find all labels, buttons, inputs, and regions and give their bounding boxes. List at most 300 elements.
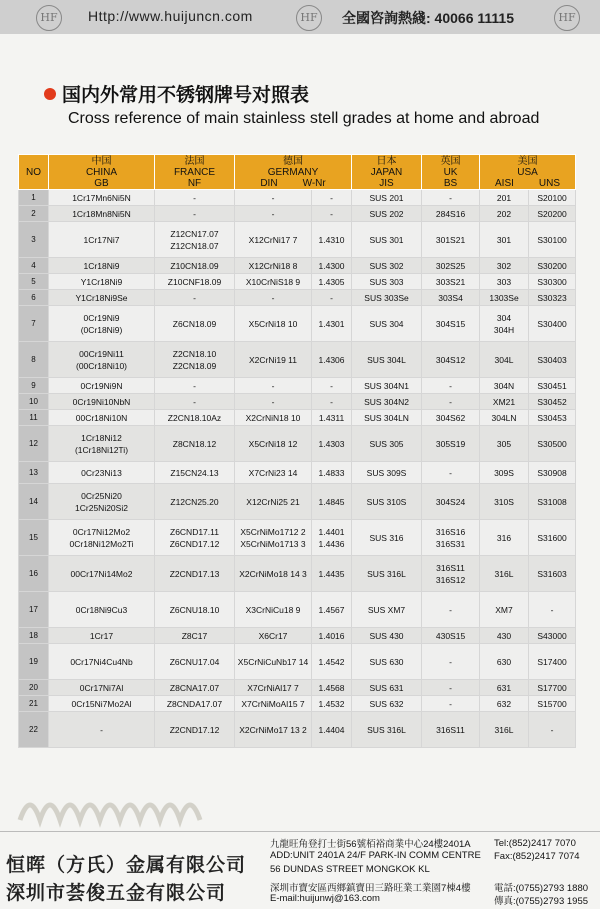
cell-bs-grade <box>422 696 480 712</box>
cell-line: 1.4833 <box>318 467 345 478</box>
cell-line: 316S16 <box>435 526 466 537</box>
cell-line: Z8CNDA17.07 <box>166 698 223 709</box>
cell-wnr-number <box>312 520 352 556</box>
cell-line: 430 <box>496 630 512 641</box>
cell-aisi-grade <box>480 206 529 222</box>
cell-line: S31600 <box>537 532 567 543</box>
cell-nf-grade <box>155 378 235 394</box>
cell-line: - <box>330 192 333 203</box>
cell-line: 1Cr17 <box>89 630 114 641</box>
cell-line: 1.4542 <box>318 656 345 667</box>
row-number: 7 <box>19 306 49 342</box>
cell-uns-number <box>529 222 576 258</box>
cell-jis-grade <box>352 274 422 290</box>
cell-aisi-grade <box>480 394 529 410</box>
cell-line: Z6CN18.09 <box>172 318 217 329</box>
cell-line: Z10CNF18.09 <box>167 276 222 287</box>
cell-aisi-grade <box>480 258 529 274</box>
cell-gb-grade <box>49 628 155 644</box>
cell-line: 1Cr17Mn6Ni5N <box>72 192 131 203</box>
cell-aisi-grade <box>480 306 529 342</box>
cell-nf-grade <box>155 342 235 378</box>
cell-line: 301S21 <box>435 234 466 245</box>
cell-line: - <box>449 380 452 391</box>
cell-uns-number <box>529 378 576 394</box>
cell-wnr-number <box>312 206 352 222</box>
cell-line: S30500 <box>537 438 567 449</box>
cell-bs-grade <box>422 410 480 426</box>
row-number: 20 <box>19 680 49 696</box>
cell-jis-grade <box>352 190 422 206</box>
cell-jis-grade <box>352 644 422 680</box>
table-row <box>19 378 576 394</box>
cell-line: Y1Cr18Ni9Se <box>75 292 128 303</box>
cell-line: SUS 303Se <box>364 292 409 303</box>
cell-line: 304S12 <box>435 354 466 365</box>
cell-line: - <box>330 380 333 391</box>
cell-line: S17700 <box>537 682 567 693</box>
cell-nf-grade <box>155 644 235 680</box>
cell-wnr-number <box>312 378 352 394</box>
cell-bs-grade <box>422 556 480 592</box>
row-number: 6 <box>19 290 49 306</box>
cell-nf-grade <box>155 258 235 274</box>
cell-line: SUS 304 <box>369 318 404 329</box>
website-url[interactable]: Http://www.huijuncn.com <box>88 8 253 24</box>
cell-line: Z12CN18.07 <box>170 240 219 251</box>
cell-wnr-number <box>312 258 352 274</box>
cell-bs-grade <box>422 258 480 274</box>
cell-din-grade <box>235 410 312 426</box>
cell-din-grade <box>235 592 312 628</box>
cell-line: 430S15 <box>435 630 466 641</box>
cell-line: SUS 316L <box>367 568 406 579</box>
cell-line: - <box>449 467 452 478</box>
cell-line: 1.4311 <box>318 412 345 423</box>
cell-line: Z10CN18.09 <box>170 260 219 271</box>
cell-line: 309S <box>494 467 514 478</box>
table-row <box>19 426 576 462</box>
cell-line: S31603 <box>537 568 567 579</box>
cell-line: - <box>449 604 452 615</box>
table-row <box>19 306 576 342</box>
cell-wnr-number <box>312 680 352 696</box>
cell-bs-grade <box>422 394 480 410</box>
fax-sz: 傳真:(0755)2793 1955 <box>494 896 589 907</box>
cell-wnr-number <box>312 644 352 680</box>
cell-line: 304S15 <box>435 318 466 329</box>
cell-line: SUS 630 <box>369 656 404 667</box>
row-number: 13 <box>19 462 49 484</box>
cell-wnr-number <box>312 222 352 258</box>
cell-din-grade <box>235 520 312 556</box>
company-name-hk: 恒晖（方氏）金属有限公司 <box>6 854 247 876</box>
cell-din-grade <box>235 342 312 378</box>
cell-line: SUS 304LN <box>364 412 409 423</box>
table-row <box>19 274 576 290</box>
page-title-en: Cross reference of main stainless stell grades at home and abroad <box>68 110 540 127</box>
cell-line: SUS 202 <box>369 208 404 219</box>
cell-line: X5CrNiCuNb17 14 <box>237 656 309 667</box>
cell-gb-grade <box>49 696 155 712</box>
table-row <box>19 644 576 680</box>
cell-line: 1Cr18Mn8Ni5N <box>72 208 131 219</box>
cell-line: 0Cr18Ni12Mo2Ti <box>69 538 134 549</box>
cell-line: - <box>271 396 275 407</box>
cell-aisi-grade <box>480 222 529 258</box>
col-header-uk: 英国 UK BS <box>422 155 480 190</box>
cell-line: Z15CN24.13 <box>170 467 219 478</box>
row-number: 14 <box>19 484 49 520</box>
cell-jis-grade <box>352 290 422 306</box>
cell-line: S30400 <box>537 318 567 329</box>
cell-wnr-number <box>312 426 352 462</box>
cell-din-grade <box>235 644 312 680</box>
cell-line: S30403 <box>537 354 567 365</box>
cell-bs-grade <box>422 378 480 394</box>
cell-line: 1.4436 <box>318 538 345 549</box>
cell-line: Z6CND17.11 <box>170 526 219 537</box>
cell-bs-grade <box>422 592 480 628</box>
cell-gb-grade <box>49 394 155 410</box>
cell-line: X12CrNi17 7 <box>248 234 298 245</box>
cell-line: - <box>449 682 452 693</box>
cell-line: 305 <box>496 438 512 449</box>
col-header-germany: 德国 GERMANY DIN W-Nr <box>235 155 352 190</box>
cell-line: - <box>271 380 275 391</box>
cell-line: 1.4303 <box>318 438 345 449</box>
cell-bs-grade <box>422 306 480 342</box>
cell-line: X2CrNiMo18 14 3 <box>239 568 307 579</box>
cell-din-grade <box>235 274 312 290</box>
cell-line: 0Cr18Ni9Cu3 <box>75 604 128 615</box>
cell-line: 0Cr23Ni13 <box>81 467 122 478</box>
table-row <box>19 290 576 306</box>
cell-gb-grade <box>49 520 155 556</box>
cell-line: 310S <box>494 496 514 507</box>
cell-line: Z2CND17.13 <box>169 568 220 579</box>
cell-jis-grade <box>352 696 422 712</box>
cell-aisi-grade <box>480 378 529 394</box>
cell-din-grade <box>235 462 312 484</box>
cell-nf-grade <box>155 696 235 712</box>
cell-line: SUS 309S <box>366 467 407 478</box>
cell-line: X2CrNiN18 10 <box>245 412 301 423</box>
cell-line: - <box>449 396 452 407</box>
cell-wnr-number <box>312 712 352 748</box>
cell-line: 316S11 <box>436 724 465 735</box>
footer-divider <box>0 831 600 832</box>
row-number: 9 <box>19 378 49 394</box>
cell-nf-grade <box>155 190 235 206</box>
cell-gb-grade <box>49 556 155 592</box>
cell-wnr-number <box>312 190 352 206</box>
cell-line: S31008 <box>537 496 567 507</box>
cell-jis-grade <box>352 712 422 748</box>
cell-line: S30453 <box>537 412 567 423</box>
cell-wnr-number <box>312 592 352 628</box>
cell-line: SUS 304N1 <box>364 380 409 391</box>
cell-jis-grade <box>352 258 422 274</box>
row-number: 1 <box>19 190 49 206</box>
cell-din-grade <box>235 712 312 748</box>
cell-bs-grade <box>422 222 480 258</box>
cell-line: (0Cr18Ni9) <box>80 324 123 335</box>
cell-line: S30300 <box>537 276 567 287</box>
cell-line: SUS 301 <box>369 234 404 245</box>
cell-nf-grade <box>155 712 235 748</box>
cell-uns-number <box>529 274 576 290</box>
table-row <box>19 410 576 426</box>
cell-line: 316 <box>496 532 512 543</box>
cell-jis-grade <box>352 410 422 426</box>
cell-line: 0Cr17Ni4Cu4Nb <box>70 656 133 667</box>
bullet-dot-icon <box>44 88 56 100</box>
cell-gb-grade <box>49 342 155 378</box>
cell-line: S30451 <box>537 380 567 391</box>
cell-jis-grade <box>352 426 422 462</box>
cell-line: 304L <box>494 354 514 365</box>
cell-line: 632 <box>496 698 512 709</box>
col-header-japan: 日本 JAPAN JIS <box>352 155 422 190</box>
cell-gb-grade <box>49 644 155 680</box>
cell-line: 0Cr17Ni12Mo2 <box>72 526 131 537</box>
cell-line: X7CrNiAl17 7 <box>247 682 299 693</box>
cell-line: 1.4306 <box>318 354 345 365</box>
cell-aisi-grade <box>480 426 529 462</box>
cell-line: 1.4404 <box>318 724 345 735</box>
cell-nf-grade <box>155 306 235 342</box>
cell-jis-grade <box>352 556 422 592</box>
cell-line: 1Cr17Ni7 <box>83 234 120 245</box>
cell-line: 302 <box>496 260 512 271</box>
cell-line: 1.4300 <box>318 260 345 271</box>
cell-uns-number <box>529 520 576 556</box>
stainless-grade-table <box>18 154 576 748</box>
cell-line: 1Cr18Ni9 <box>83 260 120 271</box>
cell-din-grade <box>235 190 312 206</box>
table-header-row <box>19 155 576 190</box>
table-row <box>19 712 576 748</box>
cell-line: 1303Se <box>489 292 519 303</box>
cell-bs-grade <box>422 520 480 556</box>
cell-line: - <box>449 192 452 203</box>
cell-line: Z2CN18.10 <box>172 348 217 359</box>
table-body <box>19 190 576 748</box>
cell-line: 1.4401 <box>318 526 345 537</box>
table-row <box>19 556 576 592</box>
cell-bs-grade <box>422 644 480 680</box>
cell-aisi-grade <box>480 696 529 712</box>
cell-wnr-number <box>312 306 352 342</box>
cell-din-grade <box>235 484 312 520</box>
cell-din-grade <box>235 306 312 342</box>
row-number: 19 <box>19 644 49 680</box>
cell-line: Z6CND17.12 <box>169 538 220 549</box>
cell-aisi-grade <box>480 462 529 484</box>
cell-din-grade <box>235 222 312 258</box>
cell-line: Z2CND17.12 <box>169 724 220 735</box>
cell-wnr-number <box>312 274 352 290</box>
cell-line: - <box>330 396 333 407</box>
cell-gb-grade <box>49 290 155 306</box>
col-header-france: 法国 FRANCE NF <box>155 155 235 190</box>
cell-line: SUS 631 <box>369 682 404 693</box>
cell-uns-number <box>529 206 576 222</box>
cell-line: Z8C17 <box>181 630 208 641</box>
cell-line: S30323 <box>537 292 567 303</box>
cell-line: 302S25 <box>435 260 466 271</box>
cell-line: SUS 316 <box>369 532 404 543</box>
row-number: 8 <box>19 342 49 378</box>
cell-line: S20200 <box>537 208 567 219</box>
cell-line: S15700 <box>537 698 567 709</box>
cell-nf-grade <box>155 394 235 410</box>
cell-line: S30452 <box>537 396 567 407</box>
cell-din-grade <box>235 206 312 222</box>
cell-line: 316S12 <box>435 574 466 585</box>
cell-line: 00Cr17Ni14Mo2 <box>70 568 133 579</box>
cell-line: 1.4567 <box>318 604 345 615</box>
cell-aisi-grade <box>480 644 529 680</box>
cell-uns-number <box>529 680 576 696</box>
cell-jis-grade <box>352 206 422 222</box>
cell-wnr-number <box>312 484 352 520</box>
cell-nf-grade <box>155 680 235 696</box>
cell-aisi-grade <box>480 592 529 628</box>
cell-line: SUS 302 <box>369 260 404 271</box>
cell-line: - <box>193 292 196 303</box>
cell-din-grade <box>235 628 312 644</box>
cell-line: - <box>449 656 452 667</box>
cell-line: Z6CNU18.10 <box>169 604 220 615</box>
cell-line: 304N <box>493 380 515 391</box>
cell-line: Z8CN18.12 <box>172 438 217 449</box>
cell-line: Z6CNU17.04 <box>169 656 220 667</box>
cell-din-grade <box>235 290 312 306</box>
cell-line: 316S11 <box>436 562 465 573</box>
cell-gb-grade <box>49 378 155 394</box>
row-number: 11 <box>19 410 49 426</box>
cell-line: 301 <box>496 234 512 245</box>
cell-bs-grade <box>422 206 480 222</box>
cell-line: 304 <box>496 312 512 323</box>
cell-din-grade <box>235 378 312 394</box>
cell-line: SUS XM7 <box>367 604 406 615</box>
hotline-number: 全國咨詢熱綫: 40066 11115 <box>342 10 514 26</box>
cell-aisi-grade <box>480 556 529 592</box>
cell-line: 0Cr19Ni10NbN <box>72 396 131 407</box>
cell-line: X7CrNiMoAl15 7 <box>241 698 305 709</box>
cell-wnr-number <box>312 628 352 644</box>
cell-bs-grade <box>422 342 480 378</box>
cell-line: 00Cr18Ni10N <box>75 412 128 423</box>
table-row <box>19 592 576 628</box>
cell-aisi-grade <box>480 410 529 426</box>
cell-line: S30200 <box>537 260 567 271</box>
cell-gb-grade <box>49 592 155 628</box>
cell-line: - <box>193 396 196 407</box>
col-header-usa: 美国 USA AISI UNS <box>480 155 576 190</box>
cell-line: 1.4532 <box>318 698 345 709</box>
cell-uns-number <box>529 290 576 306</box>
cell-uns-number <box>529 306 576 342</box>
company-logo-middle: HF <box>296 5 322 31</box>
cell-gb-grade <box>49 258 155 274</box>
cell-wnr-number <box>312 410 352 426</box>
cell-line: - <box>193 208 196 219</box>
row-number: 18 <box>19 628 49 644</box>
cell-gb-grade <box>49 190 155 206</box>
cell-line: 00Cr19Ni11 <box>79 348 124 359</box>
cell-line: X12CrNi25 21 <box>246 496 300 507</box>
cell-line: 316S31 <box>435 538 466 549</box>
cell-jis-grade <box>352 628 422 644</box>
cell-gb-grade <box>49 274 155 290</box>
cell-nf-grade <box>155 290 235 306</box>
cell-line: X3CrNiCu18 9 <box>245 604 301 615</box>
table-row <box>19 190 576 206</box>
cell-line: - <box>550 724 554 735</box>
col-header-china: 中国 CHINA GB <box>49 155 155 190</box>
cell-jis-grade <box>352 484 422 520</box>
cell-line: 304H <box>493 324 515 335</box>
cell-jis-grade <box>352 592 422 628</box>
col-header-no: NO <box>19 155 49 190</box>
cell-gb-grade <box>49 410 155 426</box>
cell-line: SUS 430 <box>369 630 404 641</box>
cell-uns-number <box>529 462 576 484</box>
cell-line: 316L <box>494 724 514 735</box>
cell-line: - <box>193 192 196 203</box>
cell-line: 1.4016 <box>318 630 345 641</box>
cell-line: Z8CNA17.07 <box>169 682 220 693</box>
cell-gb-grade <box>49 484 155 520</box>
cell-wnr-number <box>312 462 352 484</box>
cell-wnr-number <box>312 394 352 410</box>
cell-gb-grade <box>49 680 155 696</box>
row-number: 12 <box>19 426 49 462</box>
cell-line: - <box>271 208 275 219</box>
cell-uns-number <box>529 556 576 592</box>
cell-bs-grade <box>422 628 480 644</box>
cell-line: 305S19 <box>435 438 466 449</box>
cell-line: 1Cr25Ni20Si2 <box>75 502 128 513</box>
table-row <box>19 394 576 410</box>
row-number: 2 <box>19 206 49 222</box>
cell-line: X2CrNi19 11 <box>248 354 298 365</box>
cell-line: 1.4568 <box>318 682 345 693</box>
cell-din-grade <box>235 696 312 712</box>
cell-line: S43000 <box>537 630 567 641</box>
cell-aisi-grade <box>480 520 529 556</box>
cell-line: Z12CN25.20 <box>170 496 219 507</box>
cell-wnr-number <box>312 556 352 592</box>
cell-line: S30908 <box>537 467 567 478</box>
cell-line: 630 <box>496 656 512 667</box>
cell-line: 0Cr25Ni20 <box>81 490 122 501</box>
email-address[interactable]: E-mail:huijunwj@163.com <box>270 893 380 904</box>
address-en-line1: ADD:UNIT 2401A 24/F PARK-IN COMM CENTRE <box>270 850 481 861</box>
cell-nf-grade <box>155 462 235 484</box>
cell-aisi-grade <box>480 342 529 378</box>
cell-line: SUS 305 <box>369 438 404 449</box>
cell-aisi-grade <box>480 712 529 748</box>
cell-aisi-grade <box>480 484 529 520</box>
cell-nf-grade <box>155 410 235 426</box>
cell-wnr-number <box>312 696 352 712</box>
cell-line: X7CrNi23 14 <box>248 467 298 478</box>
